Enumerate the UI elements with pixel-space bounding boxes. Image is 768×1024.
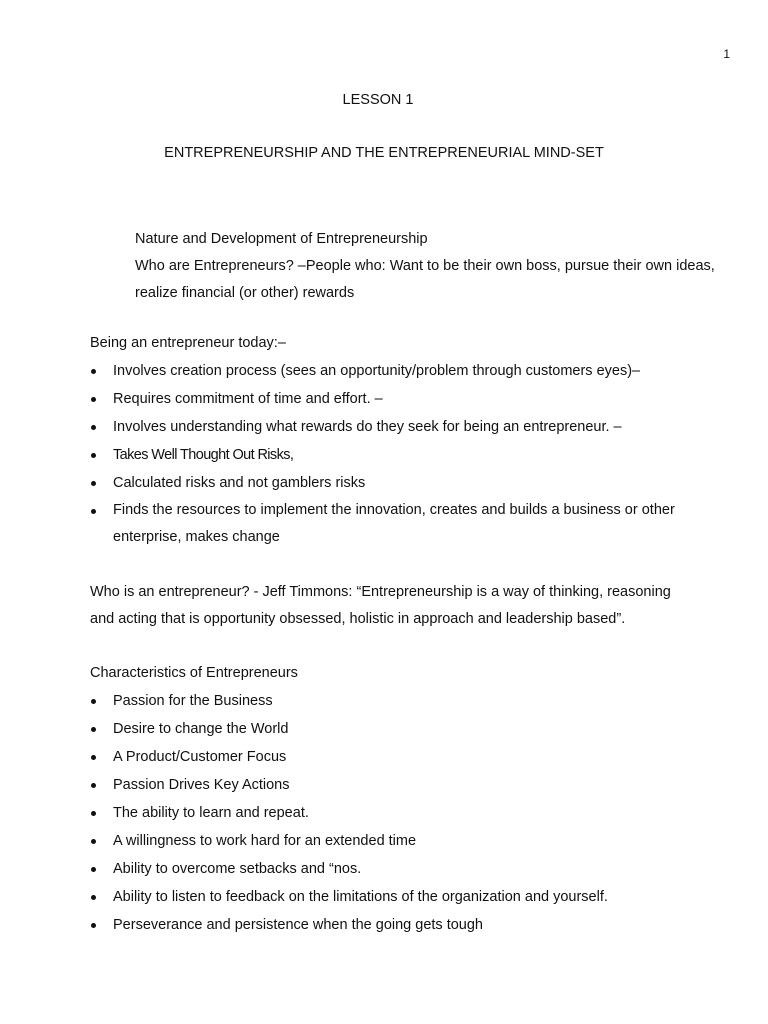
characteristics-section (90, 659, 730, 939)
who-is-entrepreneur-section (90, 579, 730, 633)
list-item-text: Ability to overcome setbacks and “nos. (113, 861, 362, 877)
intro-line-3: realize financial (or other) rewards (135, 285, 355, 301)
list-item-text: The ability to learn and repeat. (113, 805, 309, 821)
bullet-icon (91, 481, 96, 486)
quote-line-2: and acting that is opportunity obsessed, holistic in approach and leadership based”. (90, 611, 626, 627)
list-item-text-continued: enterprise, makes change (113, 529, 280, 545)
quote-line-1: Who is an entrepreneur? - Jeff Timmons: “Entrepreneurship is a way of thinking, reasoning (90, 584, 671, 600)
bullet-icon (91, 509, 96, 514)
being-entrepreneur-section (90, 329, 730, 551)
list-item-text: Involves creation process (sees an opportunity/problem through customers eyes)– (113, 363, 641, 379)
list-item-text: Passion Drives Key Actions (113, 777, 290, 793)
list-item (90, 413, 730, 441)
bullet-icon (91, 755, 96, 760)
list-item (90, 799, 730, 827)
list-item-text: Ability to listen to feedback on the limitations of the organization and yourself. (113, 889, 608, 905)
bullet-icon (91, 783, 96, 788)
list-item-text: Finds the resources to implement the innovation, creates and builds a business or other (113, 502, 675, 518)
section-heading: Characteristics of Entrepreneurs (90, 665, 298, 681)
list-item (90, 911, 730, 939)
list-item (90, 385, 730, 413)
list-item (90, 687, 730, 715)
list-item-text: A Product/Customer Focus (113, 749, 287, 765)
list-item-text: Perseverance and persistence when the going gets tough (113, 917, 483, 933)
list-item (90, 715, 730, 743)
bullet-icon (91, 867, 96, 872)
list-item-text: A willingness to work hard for an extended time (113, 833, 417, 849)
bullet-icon (91, 839, 96, 844)
bullet-icon (91, 727, 96, 732)
lesson-title: LESSON 1 (342, 92, 414, 108)
list-item-text: Requires commitment of time and effort. – (113, 391, 383, 407)
list-item-text: Passion for the Business (113, 693, 273, 709)
bullet-icon (91, 699, 96, 704)
list-item (90, 855, 730, 883)
page-number: 1 (723, 47, 730, 61)
bullet-icon (91, 425, 96, 430)
list-item (90, 743, 730, 771)
intro-line-2: Who are Entrepreneurs? –People who: Want to be their own boss, pursue their own ideas, (135, 258, 715, 274)
list-item-text: Involves understanding what rewards do they seek for being an entrepreneur. – (113, 419, 622, 435)
list-item (90, 357, 730, 385)
bullet-icon (91, 811, 96, 816)
list-item (90, 827, 730, 855)
list-item (90, 883, 730, 911)
intro-block (135, 226, 735, 307)
bullet-icon (91, 453, 96, 458)
main-title: ENTREPRENEURSHIP AND THE ENTREPRENEURIAL MIND-SET (164, 145, 604, 161)
intro-subtitle: Nature and Development of Entrepreneurship (135, 231, 428, 247)
bullet-icon (91, 369, 96, 374)
list-item-text: Desire to change the World (113, 721, 289, 737)
bullet-list (90, 357, 730, 551)
list-item (90, 441, 730, 469)
list-item-text: Takes Well Thought Out Risks, (113, 447, 294, 463)
bullet-list (90, 687, 730, 939)
bullet-icon (91, 895, 96, 900)
bullet-icon (91, 923, 96, 928)
bullet-icon (91, 397, 96, 402)
list-item (90, 771, 730, 799)
section-heading: Being an entrepreneur today:– (90, 335, 286, 351)
list-item (90, 497, 730, 551)
list-item-text: Calculated risks and not gamblers risks (113, 475, 366, 491)
list-item (90, 469, 730, 497)
